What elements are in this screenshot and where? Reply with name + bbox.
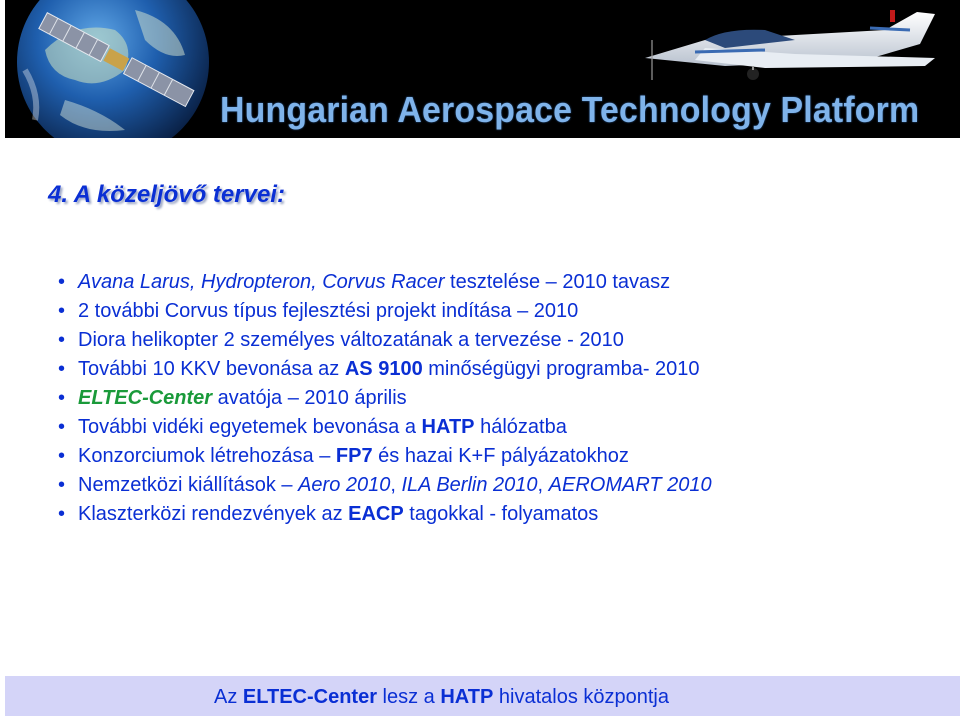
bullet-text-segment: FP7 bbox=[335, 445, 373, 467]
footer-text-segment: ELTEC-Center bbox=[242, 686, 377, 708]
footer-text-segment: Az bbox=[214, 686, 243, 708]
bullet-text-segment: avatója – 2010 április bbox=[212, 387, 407, 409]
bullet-text-segment: Konzorciumok létrehozása – bbox=[78, 445, 336, 467]
bullet-text-segment: EACP bbox=[348, 503, 404, 525]
footer-bar bbox=[5, 676, 960, 716]
bullet-text-segment: 2 további Corvus típus fejlesztési projekt indítása – 2010 bbox=[78, 300, 579, 322]
bullet-item bbox=[58, 413, 712, 442]
bullet-item bbox=[58, 442, 712, 471]
bullet-item bbox=[58, 297, 712, 326]
bullet-text-segment: tesztelése – 2010 tavasz bbox=[444, 271, 671, 293]
page-heading: 4. A közeljövő tervei: bbox=[48, 181, 285, 208]
bullet-item bbox=[58, 326, 712, 355]
bullet-text-segment: minőségügyi programba- 2010 bbox=[422, 358, 700, 380]
bullet-text-segment: ILA Berlin 2010 bbox=[401, 474, 538, 496]
bullet-text-segment: , bbox=[390, 474, 402, 496]
bullet-text-segment: További vidéki egyetemek bevonása a bbox=[78, 416, 422, 438]
bullet-text-segment: Avana Larus, Hydropteron, Corvus Racer bbox=[78, 271, 445, 293]
bullet-text-segment: További 10 KKV bevonása az bbox=[78, 358, 345, 380]
bullet-text-segment: Klaszterközi rendezvények az bbox=[78, 503, 349, 525]
bullet-text-segment: és hazai K+F pályázatokhoz bbox=[372, 445, 629, 467]
bullet-item bbox=[58, 471, 712, 500]
footer-text-segment: lesz a bbox=[377, 686, 441, 708]
bullet-text-segment: Nemzetközi kiállítások – bbox=[78, 474, 299, 496]
bullet-text-segment: HATP bbox=[421, 416, 475, 438]
airplane-icon bbox=[645, 10, 935, 80]
bullet-item bbox=[58, 355, 712, 384]
bullet-list bbox=[58, 268, 712, 529]
bullet-text-segment: , bbox=[537, 474, 549, 496]
bullet-text-segment: AEROMART 2010 bbox=[548, 474, 712, 496]
bullet-text-segment: Diora helikopter 2 személyes változatának a tervezése - 2010 bbox=[78, 329, 624, 351]
footer-text-segment: hivatalos központja bbox=[493, 686, 669, 708]
bullet-text-segment: ELTEC-Center bbox=[78, 387, 213, 409]
bullet-text-segment: hálózatba bbox=[474, 416, 567, 438]
bullet-text-segment: AS 9100 bbox=[344, 358, 423, 380]
footer-text-segment: HATP bbox=[440, 686, 494, 708]
bullet-item bbox=[58, 500, 712, 529]
bullet-text-segment: Aero 2010 bbox=[298, 474, 391, 496]
footer-text bbox=[214, 686, 669, 709]
header-banner bbox=[5, 0, 960, 138]
bullet-item bbox=[58, 384, 712, 413]
bullet-text-segment: tagokkal - folyamatos bbox=[403, 503, 599, 525]
banner-title: Hungarian Aerospace Technology Platform bbox=[220, 89, 920, 130]
bullet-item bbox=[58, 268, 712, 297]
